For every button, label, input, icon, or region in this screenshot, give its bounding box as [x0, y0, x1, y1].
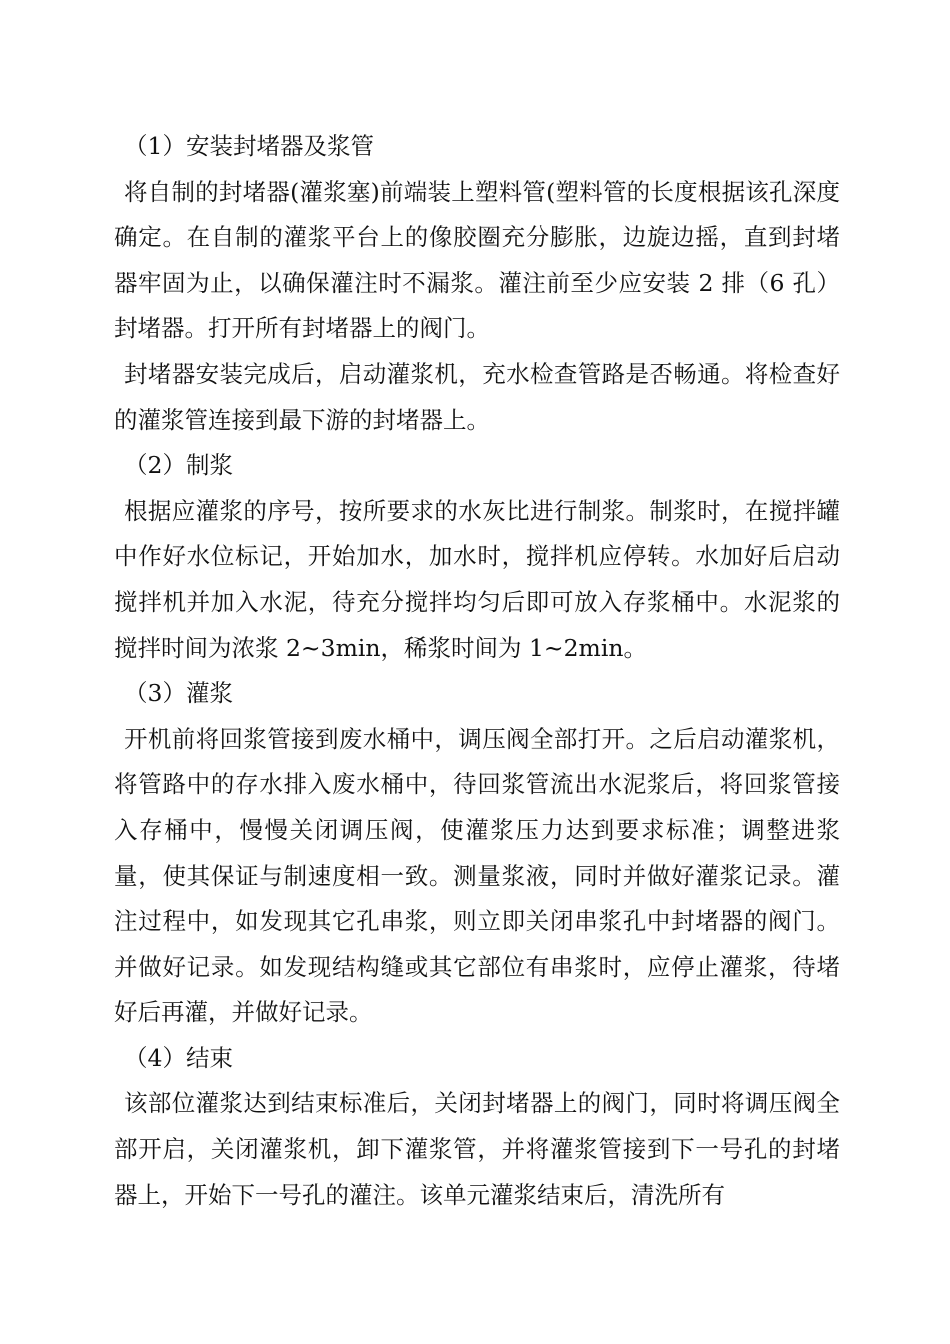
- section-heading-finish: （4）结束: [124, 1043, 233, 1072]
- paragraph-install-check: 封堵器安装完成后，启动灌浆机，充水检查管路是否畅通。将检查好的灌浆管连接到最下游的封堵器上。: [114, 359, 840, 434]
- document-page: [114, 124, 840, 1218]
- section-heading-grouting: （3）灌浆: [124, 679, 233, 708]
- paragraph-install-procedure: 将自制的封堵器(灌浆塞)前端装上塑料管(塑料管的长度根据该孔深度确定。在自制的灌浆平台上的像胶圈充分膨胀，边旋边摇，直到封堵器牢固为止，以确保灌注时不漏浆。灌注前至少应安装 2 排（6 孔）封堵器。打开所有封堵器上的阀门。: [114, 177, 840, 343]
- section-heading-install: （1）安装封堵器及浆管: [124, 132, 374, 160]
- section-heading-mixing: （2）制浆: [124, 451, 233, 480]
- paragraph-finish: 该部位灌浆达到结束标准后，关闭封堵器上的阀门，同时将调压阀全部开启，关闭灌浆机，卸下灌浆管，并将灌浆管接到下一号孔的封堵器上，开始下一号孔的灌注。该单元灌浆结束后，清洗所有: [114, 1089, 840, 1209]
- paragraph-grouting: 开机前将回浆管接到废水桶中，调压阀全部打开。之后启动灌浆机，将管路中的存水排入废水桶中，待回浆管流出水泥浆后，将回浆管接入存桶中，慢慢关闭调压阀，使灌浆压力达到要求标准；调整进浆量，使其保证与制速度相一致。测量浆液，同时并做好灌浆记录。灌注过程中，如发现其它孔串浆，则立即关闭串浆孔中封堵器的阀门。并做好记录。如发现结构缝或其它部位有串浆时，应停止灌浆，待堵好后再灌，并做好记录。: [114, 724, 840, 1027]
- paragraph-mixing: 根据应灌浆的序号，按所要求的水灰比进行制浆。制浆时，在搅拌罐中作好水位标记，开始加水，加水时，搅拌机应停转。水加好后启动搅拌机并加入水泥，待充分搅拌均匀后即可放入存浆桶中。水泥浆的搅拌时间为浓浆 2~3min，稀浆时间为 1~2min。: [114, 496, 840, 662]
